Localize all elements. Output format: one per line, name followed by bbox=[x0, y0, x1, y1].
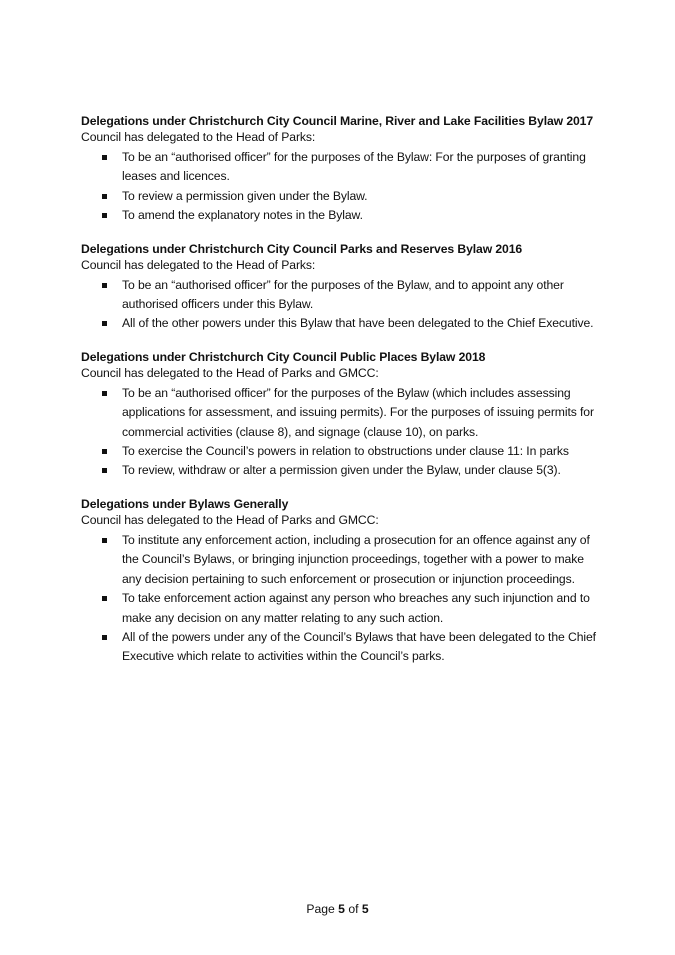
square-bullet-icon bbox=[102, 596, 107, 601]
square-bullet-icon bbox=[102, 468, 107, 473]
page-label: Page bbox=[306, 902, 335, 916]
section-intro: Council has delegated to the Head of Parks and GMCC: bbox=[81, 365, 379, 380]
square-bullet-icon bbox=[102, 213, 107, 218]
list-item bbox=[81, 461, 601, 480]
list-item-text: To be an “authorised officer” for the purposes of the Bylaw: For the purposes of granting leases and licences. bbox=[122, 150, 586, 184]
section-heading: Delegations under Christchurch City Council Public Places Bylaw 2018 bbox=[81, 349, 486, 364]
page-of-label: of bbox=[348, 902, 359, 916]
page-number-footer bbox=[0, 901, 675, 917]
square-bullet-icon bbox=[102, 321, 107, 326]
bullet-list bbox=[81, 148, 601, 226]
square-bullet-icon bbox=[102, 194, 107, 199]
list-item bbox=[81, 589, 601, 628]
section-bylaws-generally bbox=[81, 496, 601, 667]
list-item-text: All of the other powers under this Bylaw that have been delegated to the Chief Executive. bbox=[122, 316, 594, 331]
list-item bbox=[81, 384, 601, 442]
document-body bbox=[81, 113, 601, 682]
section-public-places-bylaw bbox=[81, 349, 601, 481]
list-item-text: To review, withdraw or alter a permission given under the Bylaw, under clause 5(3). bbox=[122, 463, 561, 478]
list-item bbox=[81, 531, 601, 589]
list-item-text: To be an “authorised officer” for the purposes of the Bylaw, and to appoint any other authorised officers under this Bylaw. bbox=[122, 277, 564, 312]
section-heading: Delegations under Bylaws Generally bbox=[81, 496, 289, 511]
list-item bbox=[81, 206, 601, 225]
list-item bbox=[81, 276, 601, 315]
square-bullet-icon bbox=[102, 155, 107, 160]
square-bullet-icon bbox=[102, 449, 107, 454]
section-intro: Council has delegated to the Head of Parks: bbox=[81, 130, 316, 144]
list-item-text: To exercise the Council’s powers in relation to obstructions under clause 11: In parks bbox=[122, 444, 569, 459]
total-page-count: 5 bbox=[361, 902, 369, 916]
list-item-text: To take enforcement action against any person who breaches any such injunction and to make any decision on any matter relating to any such action. bbox=[122, 591, 590, 625]
section-intro: Council has delegated to the Head of Parks: bbox=[81, 257, 316, 272]
list-item-text: All of the powers under any of the Council’s Bylaws that have been delegated to the Chief Executive which relate to activities within the Council’s parks. bbox=[122, 629, 596, 664]
list-item bbox=[81, 148, 601, 187]
square-bullet-icon bbox=[102, 283, 107, 288]
list-item-text: To amend the explanatory notes in the Bylaw. bbox=[122, 208, 363, 223]
list-item bbox=[81, 628, 601, 667]
list-item bbox=[81, 187, 601, 206]
section-marine-river-lake-bylaw bbox=[81, 113, 601, 226]
list-item bbox=[81, 314, 601, 333]
section-parks-reserves-bylaw bbox=[81, 241, 601, 334]
bullet-list bbox=[81, 531, 601, 667]
square-bullet-icon bbox=[102, 538, 107, 543]
bullet-list bbox=[81, 384, 601, 481]
square-bullet-icon bbox=[102, 635, 107, 640]
current-page-number: 5 bbox=[338, 902, 345, 916]
list-item-text: To be an “authorised officer” for the purposes of the Bylaw (which includes assessing applications for assessment, and issuing permits). For the purposes of issuing permits for commercial activities (clause 8), and signage (clause 10), on parks. bbox=[122, 385, 594, 439]
list-item bbox=[81, 442, 601, 461]
section-heading: Delegations under Christchurch City Council Parks and Reserves Bylaw 2016 bbox=[81, 241, 523, 256]
list-item-text: To institute any enforcement action, including a prosecution for an offence against any of the Council’s Bylaws, or bringing injunction proceedings, together with a power to make any decision pertaining to such enforcement or prosecution or injunction proceedings. bbox=[122, 532, 590, 586]
section-intro: Council has delegated to the Head of Parks and GMCC: bbox=[81, 512, 379, 527]
bullet-list bbox=[81, 276, 601, 334]
square-bullet-icon bbox=[102, 391, 107, 396]
section-heading: Delegations under Christchurch City Council Marine, River and Lake Facilities Bylaw 2017 bbox=[81, 114, 594, 128]
list-item-text: To review a permission given under the Bylaw. bbox=[122, 188, 368, 203]
